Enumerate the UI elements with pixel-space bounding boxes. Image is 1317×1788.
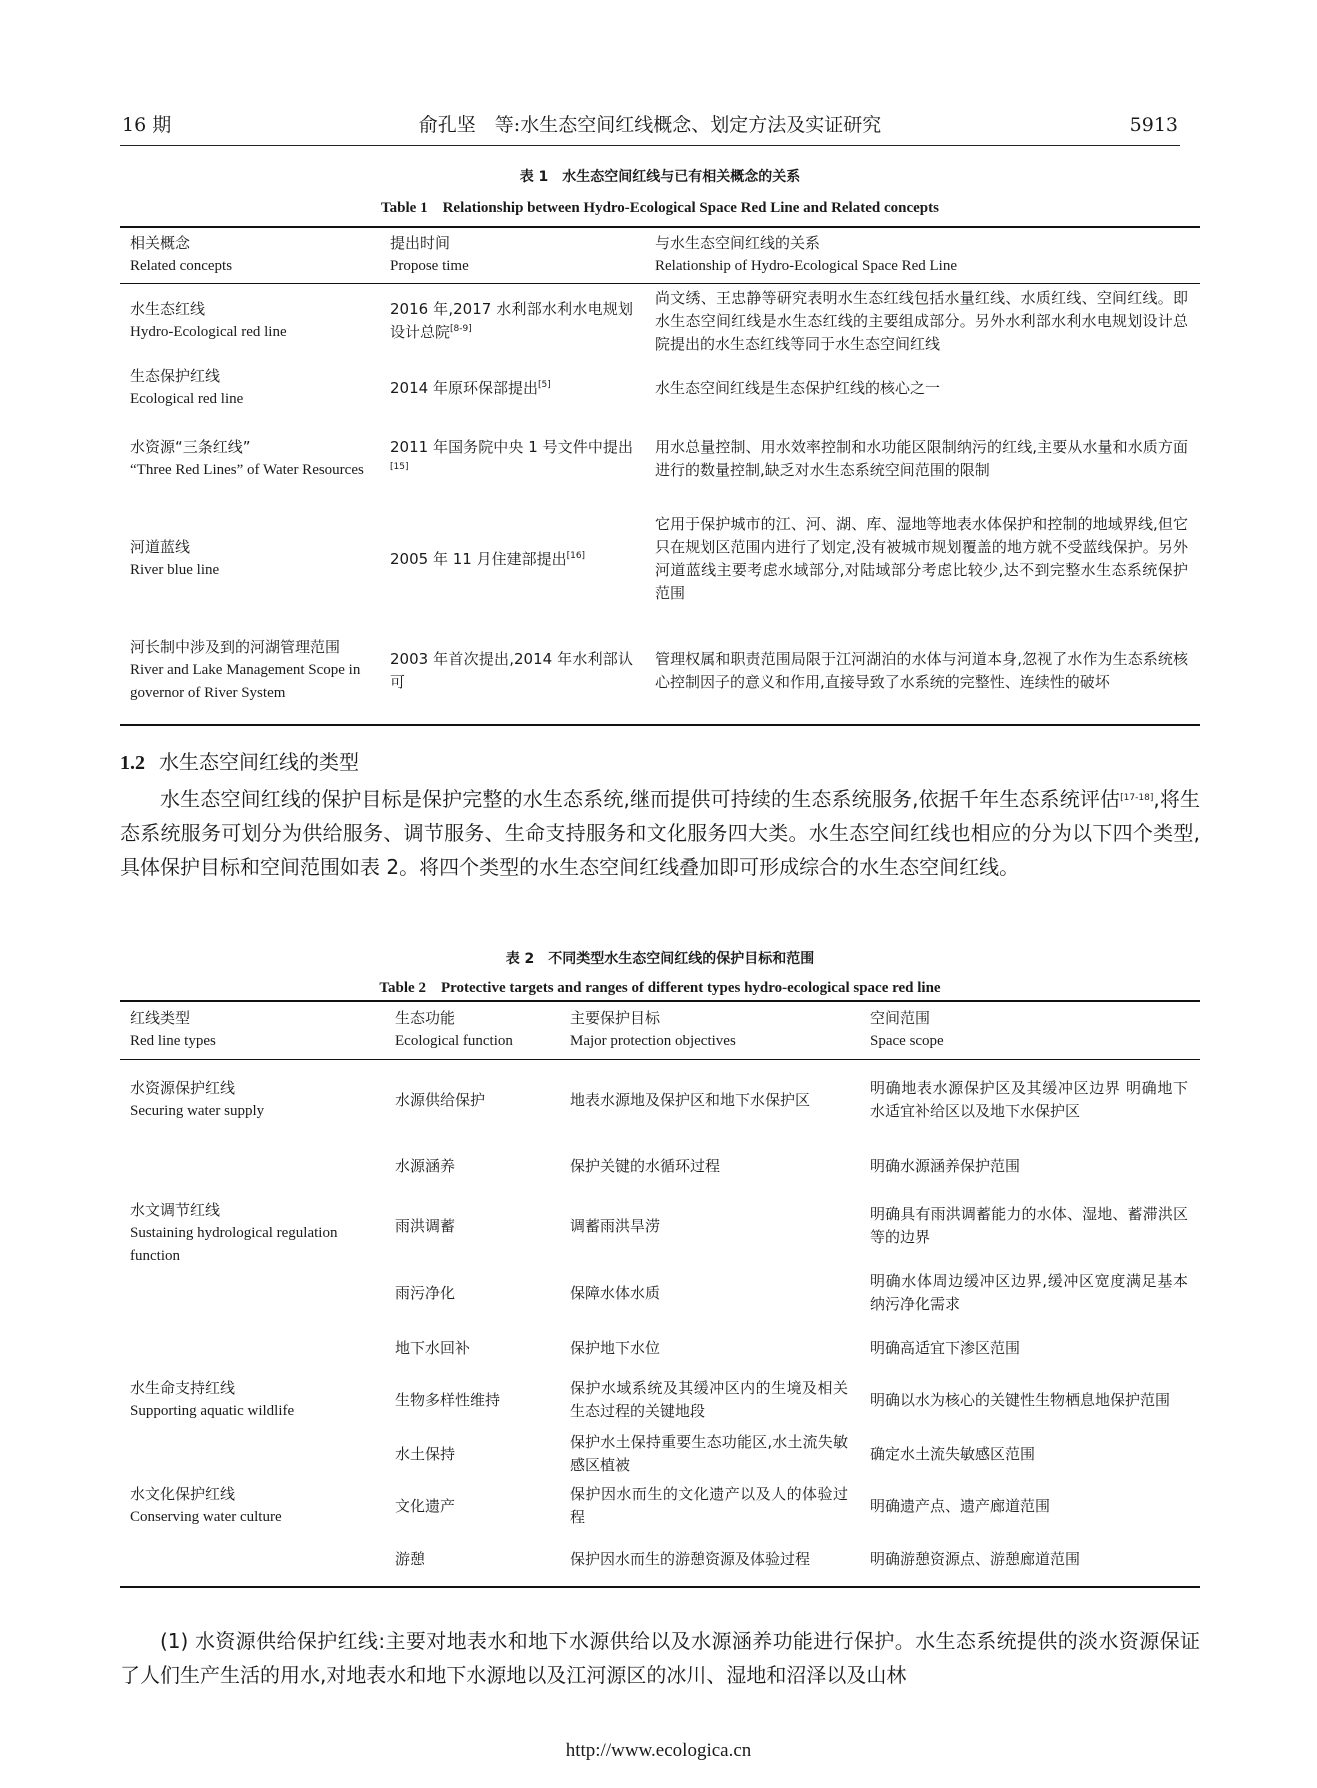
concept-zh: 河长制中涉及到的河湖管理范围	[130, 638, 341, 656]
red-line-type-cell: 水生命支持红线 Supporting aquatic wildlife	[130, 1379, 295, 1419]
concept-zh: 水资源“三条红线”	[130, 438, 251, 456]
table2-header-cell: 红线类型 Red line types	[130, 1009, 216, 1050]
red-line-type-cell: 水文调节红线 Sustaining hydrological regulation function	[130, 1201, 338, 1264]
relationship-text: 尚文绣、王忠静等研究表明水生态红线包括水量红线、水质红线、空间红线。即水生态空间红线是水生态红线的主要组成部分。另外水利部水利水电规划设计总院提出的水生态红线等同于水生态空间红线	[655, 288, 1188, 353]
ecological-function: 游憩	[395, 1550, 426, 1568]
space-scope: 明确地表水源保护区及其缓冲区边界 明确地下水适宜补给区以及地下水保护区	[870, 1079, 1188, 1121]
table2-caption-zh: 表 2 不同类型水生态空间红线的保护目标和范围	[505, 951, 815, 967]
table-row	[120, 1141, 1200, 1191]
table2-header-cell: 主要保护目标 Major protection objectives	[570, 1009, 736, 1050]
table-row	[120, 1371, 1200, 1429]
issue-number: 16 期	[122, 114, 172, 136]
red-line-type-cell: 水资源保护红线 Securing water supply	[130, 1079, 265, 1120]
relationship-text: 它用于保护城市的江、河、湖、库、湿地等地表水体保护和控制的地域界线,但它只在规划区范围内进行了划定,没有被城市规划覆盖的地方就不受蓝线保护。另外河道蓝线主要考虑水域部分,对陆域部分考虑比较少,达不到完整水生态系统保护范围	[655, 515, 1188, 602]
relationship-text: 用水总量控制、用水效率控制和水功能区限制纳污的红线,主要从水量和水质方面进行的数量控制,缺乏对水生态系统空间范围的限制	[655, 438, 1188, 479]
section-number: 1.2	[120, 752, 145, 774]
ecological-function: 文化遗产	[395, 1496, 456, 1515]
body-paragraph: 水生态空间红线的保护目标是保护完整的水生态系统,继而提供可持续的生态系统服务,依据千年生态系统评估[17-18],将生态系统服务可划分为供给服务、调节服务、生命支持服务和文化服务四大类。水生态空间红线也相应的分为以下四个类型,具体保护目标和空间范围如表 2。将四个类型的水生态空间红线叠加即可形成综合的水生态空间红线。	[120, 787, 1201, 879]
ecological-function: 雨洪调蓄	[395, 1216, 456, 1235]
ecological-function: 生物多样性维持	[395, 1390, 501, 1409]
table1-caption-en: Table 1 Relationship between Hydro-Ecological Space Red Line and Related concepts	[381, 200, 939, 216]
space-scope: 明确具有雨洪调蓄能力的水体、湿地、蓄滞洪区等的边界	[870, 1205, 1188, 1246]
space-scope: 明确以水为核心的关键性生物栖息地保护范围	[870, 1390, 1171, 1409]
protection-objective: 保护水域系统及其缓冲区内的生境及相关生态过程的关键地段	[570, 1379, 848, 1420]
body-paragraph: (1) 水资源供给保护红线:主要对地表水和地下水源供给以及水源涵养功能进行保护。水生态系统提供的淡水资源保证了人们生产生活的用水,对地表水和地下水源地以及江河源区的冰川、湿地和沼泽以及山林	[120, 1629, 1200, 1687]
protection-objective: 保护因水而生的文化遗产以及人的体验过程	[570, 1485, 848, 1526]
footer-url: http://www.ecologica.cn	[565, 1740, 752, 1761]
protection-objective: 保护水土保持重要生态功能区,水土流失敏感区植被	[570, 1433, 848, 1474]
section-title: 水生态空间红线的类型	[159, 750, 359, 774]
table1-header-cell: 提出时间 Propose time	[390, 234, 469, 275]
citation: [8-9]	[450, 324, 472, 335]
space-scope: 明确遗产点、遗产廊道范围	[870, 1496, 1051, 1515]
propose-time: 2014 年原环保部提出[5]	[390, 378, 551, 397]
table2-header-cell: 空间范围 Space scope	[870, 1009, 944, 1050]
propose-time: 2003 年首次提出,2014 年水利部认可	[390, 649, 633, 691]
table-row	[120, 283, 1200, 359]
protection-objective: 保护因水而生的游憩资源及体验过程	[570, 1550, 811, 1568]
space-scope: 明确水源涵养保护范围	[870, 1156, 1021, 1175]
protection-objective: 保障水体水质	[570, 1283, 661, 1302]
citation: [5]	[537, 379, 551, 390]
running-head	[120, 113, 1180, 146]
protection-objective: 地表水源地及保护区和地下水保护区	[570, 1090, 811, 1109]
citation: [16]	[566, 550, 586, 561]
ecological-function: 水源涵养	[395, 1156, 456, 1175]
table1-header-cell: 相关概念 Related concepts	[130, 234, 233, 275]
table-row	[120, 417, 1200, 501]
table-row	[120, 1191, 1200, 1261]
section-heading	[120, 748, 359, 777]
concept-en: River blue line	[130, 562, 220, 578]
relationship-text: 管理权属和职责范围局限于江河湖泊的水体与河道本身,忽视了水作为生态系统核心控制因子的意义和作用,直接导致了水系统的完整性、连续性的破坏	[655, 649, 1188, 691]
ecological-function: 水源供给保护	[395, 1090, 486, 1109]
concept-zh: 生态保护红线	[130, 367, 221, 385]
table1	[120, 226, 1200, 726]
red-line-type-cell: 水文化保护红线 Conserving water culture	[130, 1485, 282, 1525]
page-number: 5913	[1129, 114, 1178, 136]
protection-objective: 保护关键的水循环过程	[570, 1156, 721, 1175]
space-scope: 确定水土流失敏感区范围	[870, 1444, 1036, 1463]
space-scope: 明确高适宜下渗区范围	[870, 1338, 1021, 1357]
propose-time: 2016 年,2017 水利部水利水电规划设计总院[8-9]	[390, 300, 633, 342]
table-row	[120, 501, 1200, 617]
space-scope: 明确水体周边缓冲区边界,缓冲区宽度满足基本纳污净化需求	[870, 1272, 1188, 1313]
table-row	[120, 617, 1200, 725]
citation: [17-18]	[1120, 793, 1154, 803]
table-row	[120, 1059, 1200, 1141]
space-scope: 明确游憩资源点、游憩廊道范围	[870, 1550, 1081, 1568]
table1-caption-zh: 表 1 水生态空间红线与已有相关概念的关系	[519, 169, 801, 185]
concept-en: River and Lake Management Scope in governor of River System	[130, 662, 361, 701]
concept-zh: 河道蓝线	[130, 538, 191, 556]
table2-caption-en: Table 2 Protective targets and ranges of different types hydro-ecological space red line	[379, 980, 941, 996]
ecological-function: 地下水回补	[395, 1338, 471, 1357]
table-row	[120, 1479, 1200, 1533]
ecological-function: 水土保持	[395, 1444, 456, 1463]
propose-time: 2011 年国务院中央 1 号文件中提出[15]	[390, 438, 633, 472]
protection-objective: 调蓄雨洪旱涝	[570, 1216, 661, 1235]
propose-time: 2005 年 11 月住建部提出[16]	[390, 549, 586, 568]
protection-objective: 保护地下水位	[570, 1338, 661, 1357]
concept-en: Ecological red line	[130, 391, 244, 407]
concept-zh: 水生态红线	[130, 300, 206, 319]
relationship-text: 水生态空间红线是生态保护红线的核心之一	[655, 378, 941, 397]
table1-header-cell: 与水生态空间红线的关系 Relationship of Hydro-Ecological Space Red Line	[655, 234, 957, 275]
table1-header-row	[120, 227, 1200, 283]
running-title: 俞孔坚 等:水生态空间红线概念、划定方法及实证研究	[418, 114, 882, 136]
concept-en: Hydro-Ecological red line	[130, 324, 287, 341]
table2-header-cell: 生态功能 Ecological function	[395, 1009, 513, 1050]
table-row	[120, 359, 1200, 417]
table2	[120, 1000, 1200, 1588]
concept-en: “Three Red Lines” of Water Resources	[130, 462, 364, 478]
table2-header-row	[120, 1001, 1200, 1059]
citation: [15]	[390, 462, 409, 472]
ecological-function: 雨污净化	[395, 1283, 456, 1302]
